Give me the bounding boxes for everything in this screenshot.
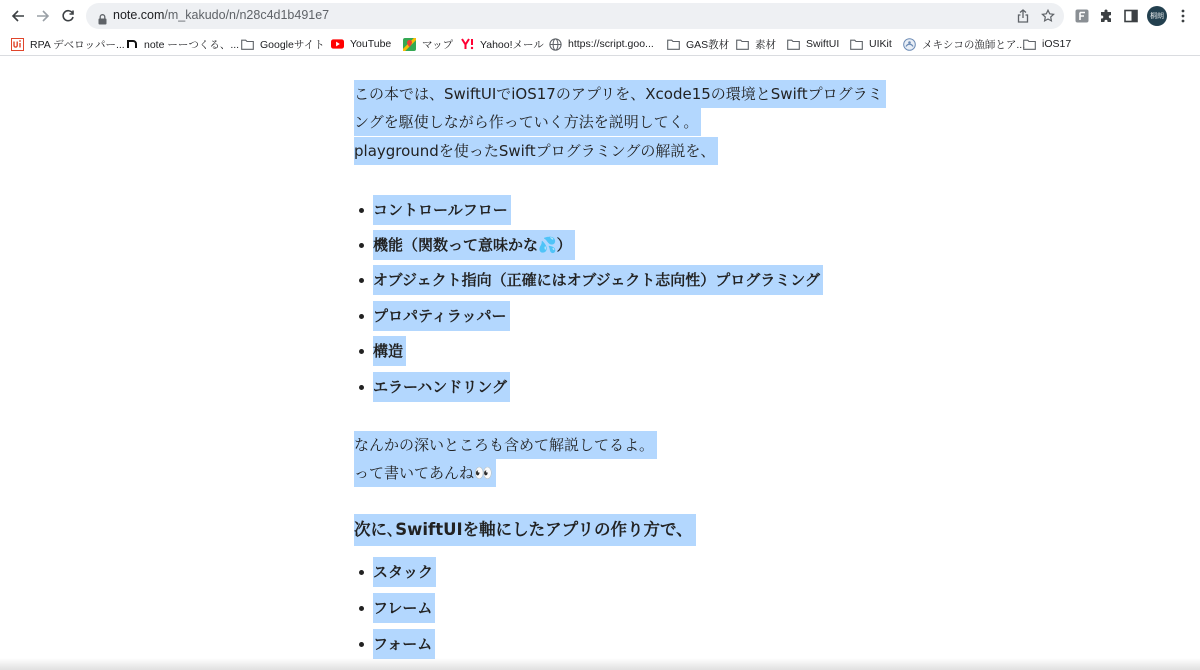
bookmark-label: GAS教材 [686, 38, 730, 51]
article-content [0, 57, 1200, 670]
bookmark-label: UIKit [869, 38, 892, 50]
site-icon [903, 38, 916, 51]
star-icon[interactable] [1040, 8, 1056, 24]
bookmark-youtube[interactable] [331, 36, 391, 52]
lock-icon[interactable] [98, 10, 107, 29]
list-item-form: フォーム [373, 629, 435, 659]
bookmark-label: RPA デベロッパー... [30, 38, 125, 51]
bullet [359, 243, 364, 248]
bookmark-ios17[interactable] [1023, 36, 1071, 52]
folder-icon [736, 38, 749, 51]
url-host: note.com [113, 8, 165, 22]
uipath-icon [11, 38, 24, 51]
share-icon[interactable] [1015, 8, 1031, 24]
intro-line-1: この本では、SwiftUIでiOS17のアプリを、Xcode15の環境とSwiftプログラミ [354, 80, 886, 108]
bookmarks-bar [0, 32, 1200, 56]
bullet [359, 606, 364, 611]
more-icon[interactable] [1174, 7, 1192, 25]
address-bar[interactable] [86, 3, 1064, 29]
folder-icon [787, 38, 800, 51]
bullet [359, 642, 364, 647]
list-item-property-wrapper: プロパティラッパー [373, 301, 510, 331]
folder-icon [1023, 38, 1036, 51]
forward-icon[interactable] [31, 4, 55, 28]
list-item-oop: オブジェクト指向（正確にはオブジェクト志向性）プログラミング [373, 265, 823, 295]
bookmark-maps[interactable] [403, 36, 453, 52]
bottom-shadow [0, 658, 1200, 670]
list-item-structures: 構造 [373, 336, 406, 366]
bullet [359, 385, 364, 390]
note-icon [125, 38, 138, 51]
bookmark-label: YouTube [350, 38, 392, 50]
url-text[interactable] [113, 8, 329, 22]
bookmark-label: https://script.goo... [568, 38, 654, 50]
bookmark-mexico-fisherman[interactable] [903, 36, 1025, 52]
extension-f-icon[interactable] [1073, 7, 1091, 25]
globe-icon [549, 38, 562, 51]
bullet [359, 278, 364, 283]
list-item-control-flow: コントロールフロー [373, 195, 511, 225]
folder-icon [850, 38, 863, 51]
bookmark-label: 素材 [755, 38, 776, 51]
bookmark-label: メキシコの漁師とア... [922, 38, 1026, 51]
intro-line-3: playgroundを使ったSwiftプログラミングの解説を、 [354, 137, 718, 165]
bullet [359, 570, 364, 575]
browser-toolbar [0, 0, 1200, 32]
bookmark-google-sites[interactable] [241, 36, 325, 52]
intro-line-2: ングを駆使しながら作っていく方法を説明してく。 [354, 108, 701, 136]
bookmark-label: note ーーつくる、... [144, 38, 240, 51]
section-heading: 次に､SwiftUIを軸にしたアプリの作り方で、 [354, 514, 696, 546]
bookmark-note[interactable] [125, 36, 239, 52]
puzzle-icon[interactable] [1097, 7, 1115, 25]
list-item-error-handling: エラーハンドリング [373, 372, 510, 402]
reload-icon[interactable] [56, 4, 80, 28]
avatar[interactable] [1147, 6, 1167, 26]
bookmark-label: SwiftUI [806, 38, 840, 50]
bookmark-gas-materials[interactable] [667, 36, 729, 52]
middle-line-1: なんかの深いところも含めて解説してるよ。 [354, 431, 657, 459]
bookmark-label: マップ [422, 38, 454, 51]
bullet [359, 314, 364, 319]
back-icon[interactable] [6, 4, 30, 28]
folder-icon [667, 38, 680, 51]
bookmark-script-google[interactable] [549, 36, 654, 52]
youtube-icon [331, 38, 344, 51]
maps-icon [403, 38, 416, 51]
middle-line-2: って書いてあんね👀 [354, 459, 496, 487]
side-panel-icon[interactable] [1122, 7, 1140, 25]
bookmark-label: iOS17 [1042, 38, 1072, 50]
bookmark-rpa-developer[interactable] [11, 36, 125, 52]
bookmark-uikit[interactable] [850, 36, 892, 52]
bookmark-sozai[interactable] [736, 36, 776, 52]
bullet [359, 349, 364, 354]
folder-icon [241, 38, 254, 51]
avatar-text: 桐朗 [1150, 12, 1164, 20]
bookmark-yahoo-mail[interactable] [461, 36, 544, 52]
url-path: /m_kakudo/n/n28c4d1b491e7 [164, 8, 330, 22]
bullet [359, 208, 364, 213]
list-item-functions: 機能（関数って意味かな💦） [373, 230, 575, 260]
list-item-stack: スタック [373, 557, 436, 587]
yahoo-icon [461, 38, 474, 51]
bookmark-swiftui[interactable] [787, 36, 839, 52]
list-item-frame: フレーム [373, 593, 435, 623]
bookmark-label: Googleサイト [260, 38, 325, 51]
bookmark-label: Yahoo!メール [480, 38, 544, 51]
